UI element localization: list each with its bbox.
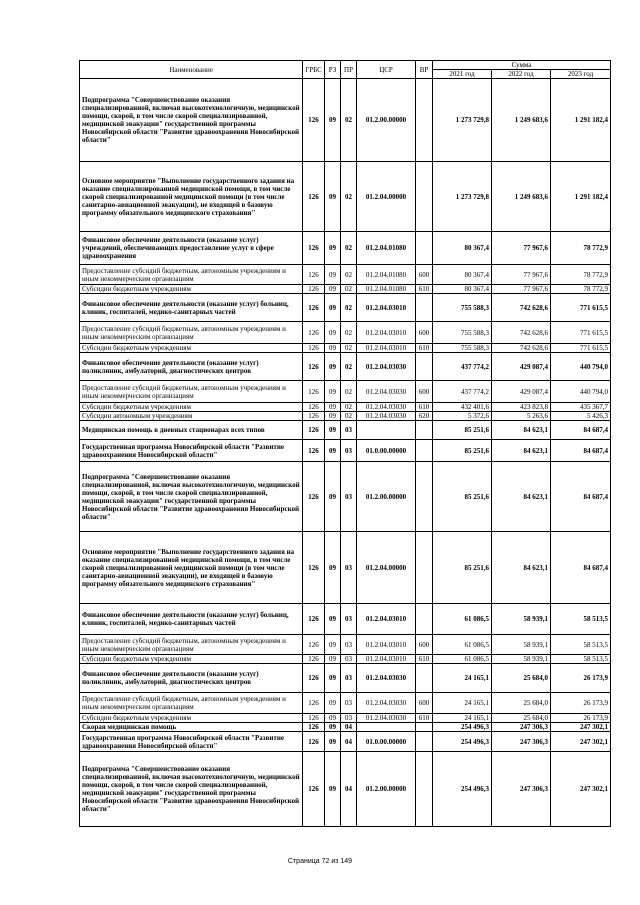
row-sum-2023: 84 687,4 (551, 421, 611, 440)
row-csr: 01.2.04.03030 (357, 403, 416, 412)
row-sum-2023: 58 513,5 (551, 604, 611, 635)
row-sum-2022: 25 684,0 (492, 664, 551, 693)
col-header-year-2022: 2022 год (492, 70, 551, 79)
row-name: Предоставление субсидий бюджетным, автономным учреждениям и иным некоммерческим организациям (80, 381, 303, 403)
col-header-sum: Сумма (433, 61, 611, 70)
row-vr: 600 (416, 381, 433, 403)
row-csr: 01.2.04.03030 (357, 353, 416, 381)
row-vr (416, 353, 433, 381)
row-grbs: 126 (303, 723, 325, 732)
row-name: Финансовое обеспечение деятельности (оказание услуг) больниц, клиник, госпиталей, медико-санитарных частей (80, 604, 303, 635)
row-pr: 02 (341, 322, 357, 344)
row-name: Финансовое обеспечение деятельности (оказание услуг) поликлиник, амбулаторий, диагностических центров (80, 664, 303, 693)
row-sum-2023: 26 173,9 (551, 714, 611, 723)
row-name: Подпрограмма "Совершенствование оказания специализированной, включая высокотехнологичную, медицинской помощи, скорой, в том числе скорой специализированной, медицинской эвакуации" государственной программы Новосибирской области "Развитие здравоохранения Новосибирской области" (80, 79, 303, 162)
row-pr: 03 (341, 462, 357, 532)
page-number: Страница 72 из 149 (287, 858, 353, 865)
row-grbs: 126 (303, 232, 325, 265)
row-grbs: 126 (303, 635, 325, 655)
row-sum-2022: 429 087,4 (492, 381, 551, 403)
row-sum-2022: 247 306,3 (492, 723, 551, 732)
row-grbs: 126 (303, 693, 325, 714)
row-sum-2021: 755 588,3 (433, 322, 492, 344)
row-csr: 01.2.00.00000 (357, 79, 416, 162)
row-name: Подпрограмма "Совершенствование оказания специализированной, включая высокотехнологичную, медицинской помощи, скорой, в том числе скорой специализированной, медицинской эвакуации" государственной программы Новосибирской области "Развитие здравоохранения Новосибирской области" (80, 462, 303, 532)
table-body (80, 79, 611, 827)
row-sum-2023: 771 615,5 (551, 294, 611, 322)
row-sum-2022: 742 628,6 (492, 322, 551, 344)
row-csr: 01.2.04.00000 (357, 532, 416, 604)
row-sum-2021: 254 496,3 (433, 752, 492, 827)
row-vr: 610 (416, 403, 433, 412)
row-pr: 03 (341, 693, 357, 714)
row-grbs: 126 (303, 294, 325, 322)
row-sum-2021: 85 251,6 (433, 421, 492, 440)
row-pr: 02 (341, 79, 357, 162)
row-name: Государственная программа Новосибирской области "Развитие здравоохранения Новосибирской области" (80, 732, 303, 752)
row-sum-2022: 247 306,3 (492, 752, 551, 827)
row-name: Государственная программа Новосибирской области "Развитие здравоохранения Новосибирской области" (80, 440, 303, 462)
row-csr: 01.2.04.00000 (357, 162, 416, 232)
row-sum-2021: 254 496,3 (433, 732, 492, 752)
row-name: Предоставление субсидий бюджетным, автономным учреждениям и иным некоммерческим организациям (80, 322, 303, 344)
row-pr: 02 (341, 285, 357, 294)
row-vr (416, 664, 433, 693)
table-row (80, 635, 611, 655)
row-sum-2021: 5 372,6 (433, 412, 492, 421)
table-row (80, 462, 611, 532)
row-grbs: 126 (303, 403, 325, 412)
row-grbs: 126 (303, 752, 325, 827)
row-csr: 01.2.04.03030 (357, 412, 416, 421)
row-rz: 09 (325, 265, 341, 285)
row-sum-2021: 755 588,3 (433, 294, 492, 322)
row-sum-2022: 84 623,1 (492, 532, 551, 604)
table-row (80, 79, 611, 162)
row-grbs: 126 (303, 421, 325, 440)
row-sum-2022: 58 939,1 (492, 604, 551, 635)
row-csr (357, 421, 416, 440)
row-name: Подпрограмма "Совершенствование оказания специализированной, включая высокотехнологичную, медицинской помощи, скорой, в том числе скорой специализированной, медицинской эвакуации" государственной программы Новосибирской области "Развитие здравоохранения Новосибирской области" (80, 752, 303, 827)
row-rz: 09 (325, 532, 341, 604)
row-csr: 01.2.04.03010 (357, 604, 416, 635)
row-name: Финансовое обеспечение деятельности (оказание услуг) больниц, клиник, госпиталей, медико-санитарных частей (80, 294, 303, 322)
row-name: Основное мероприятие "Выполнение государственного задания на оказание специализированной медицинской помощи, в том числе скорой специализированной медицинской помощи (в том числе санитарно-авиационной эвакуации), не входящей в базовую программу обязательного медицинского страхования" (80, 532, 303, 604)
table-row (80, 381, 611, 403)
row-sum-2021: 80 367,4 (433, 232, 492, 265)
table-row (80, 421, 611, 440)
row-vr (416, 421, 433, 440)
row-sum-2023: 771 615,5 (551, 322, 611, 344)
row-sum-2022: 84 623,1 (492, 462, 551, 532)
row-vr (416, 162, 433, 232)
table-row (80, 294, 611, 322)
row-pr: 02 (341, 294, 357, 322)
row-sum-2023: 247 302,1 (551, 732, 611, 752)
budget-sheet (79, 60, 610, 827)
row-pr: 02 (341, 381, 357, 403)
row-rz: 09 (325, 655, 341, 664)
table-row (80, 412, 611, 421)
row-vr: 610 (416, 714, 433, 723)
row-pr: 02 (341, 265, 357, 285)
row-rz: 09 (325, 285, 341, 294)
row-csr: 01.2.04.03030 (357, 693, 416, 714)
row-grbs: 126 (303, 353, 325, 381)
row-sum-2022: 77 967,6 (492, 285, 551, 294)
row-name: Медицинская помощь в дневных стационарах всех типов (80, 421, 303, 440)
row-rz: 09 (325, 232, 341, 265)
table-row (80, 752, 611, 827)
row-sum-2022: 429 087,4 (492, 353, 551, 381)
row-pr: 03 (341, 440, 357, 462)
row-vr: 610 (416, 655, 433, 664)
row-grbs: 126 (303, 462, 325, 532)
row-pr: 03 (341, 421, 357, 440)
row-pr: 03 (341, 635, 357, 655)
row-sum-2023: 84 687,4 (551, 532, 611, 604)
row-sum-2022: 77 967,6 (492, 232, 551, 265)
table-row (80, 604, 611, 635)
col-header-year-2023: 2023 год (551, 70, 611, 79)
table-row (80, 353, 611, 381)
table-row (80, 532, 611, 604)
row-name: Субсидии бюджетным учреждениям (80, 285, 303, 294)
row-grbs: 126 (303, 532, 325, 604)
row-sum-2023: 26 173,9 (551, 664, 611, 693)
row-name: Скорая медицинская помощь (80, 723, 303, 732)
row-sum-2023: 247 302,1 (551, 723, 611, 732)
row-sum-2022: 84 623,1 (492, 421, 551, 440)
table-row (80, 162, 611, 232)
row-sum-2021: 80 367,4 (433, 265, 492, 285)
row-sum-2021: 24 165,1 (433, 714, 492, 723)
row-rz: 09 (325, 322, 341, 344)
row-csr: 01.2.04.03010 (357, 294, 416, 322)
row-pr: 03 (341, 664, 357, 693)
table-row (80, 232, 611, 265)
row-vr (416, 752, 433, 827)
row-sum-2022: 247 306,3 (492, 732, 551, 752)
row-sum-2023: 5 426,3 (551, 412, 611, 421)
table-row (80, 265, 611, 285)
row-sum-2023: 58 513,5 (551, 635, 611, 655)
row-rz: 09 (325, 693, 341, 714)
row-csr: 01.2.00.00000 (357, 462, 416, 532)
row-grbs: 126 (303, 732, 325, 752)
row-rz: 09 (325, 664, 341, 693)
row-pr: 04 (341, 723, 357, 732)
row-rz: 09 (325, 403, 341, 412)
row-pr: 03 (341, 714, 357, 723)
row-sum-2023: 435 367,7 (551, 403, 611, 412)
col-header-grbs: ГРБС (303, 61, 325, 79)
row-name: Финансовое обеспечение деятельности (оказание услуг) поликлиник, амбулаторий, диагностических центров (80, 353, 303, 381)
row-sum-2023: 1 291 182,4 (551, 162, 611, 232)
row-grbs: 126 (303, 162, 325, 232)
row-sum-2021: 1 273 729,8 (433, 79, 492, 162)
row-rz: 09 (325, 462, 341, 532)
row-vr (416, 440, 433, 462)
row-rz: 09 (325, 714, 341, 723)
row-grbs: 126 (303, 604, 325, 635)
row-sum-2021: 85 251,6 (433, 440, 492, 462)
row-sum-2021: 1 273 729,8 (433, 162, 492, 232)
row-sum-2021: 755 588,3 (433, 344, 492, 353)
row-rz: 09 (325, 440, 341, 462)
row-csr: 01.2.04.03010 (357, 655, 416, 664)
row-vr: 610 (416, 344, 433, 353)
row-rz: 09 (325, 732, 341, 752)
row-sum-2021: 85 251,6 (433, 532, 492, 604)
row-sum-2022: 25 684,0 (492, 714, 551, 723)
row-sum-2021: 61 086,5 (433, 655, 492, 664)
row-pr: 02 (341, 403, 357, 412)
row-sum-2022: 58 939,1 (492, 655, 551, 664)
row-sum-2021: 437 774,2 (433, 353, 492, 381)
row-sum-2023: 247 302,1 (551, 752, 611, 827)
row-rz: 09 (325, 344, 341, 353)
row-name: Субсидии бюджетным учреждениям (80, 403, 303, 412)
row-name: Предоставление субсидий бюджетным, автономным учреждениям и иным некоммерческим организациям (80, 693, 303, 714)
row-csr: 01.2.04.01080 (357, 265, 416, 285)
table-row (80, 440, 611, 462)
row-rz: 09 (325, 604, 341, 635)
row-pr: 03 (341, 655, 357, 664)
row-name: Основное мероприятие "Выполнение государственного задания на оказание специализированной медицинской помощи, в том числе скорой специализированной медицинской помощи (в том числе санитарно-авиационной эвакуации), не входящей в базовую программу обязательного медицинского страхования" (80, 162, 303, 232)
row-sum-2022: 423 823,8 (492, 403, 551, 412)
table-row (80, 664, 611, 693)
row-sum-2022: 25 684,0 (492, 693, 551, 714)
row-sum-2022: 1 249 683,6 (492, 162, 551, 232)
row-csr: 01.2.04.03010 (357, 322, 416, 344)
row-pr: 02 (341, 344, 357, 353)
row-name: Предоставление субсидий бюджетным, автономным учреждениям и иным некоммерческим организациям (80, 265, 303, 285)
table-row (80, 322, 611, 344)
row-name: Предоставление субсидий бюджетным, автономным учреждениям и иным некоммерческим организациям (80, 635, 303, 655)
row-rz: 09 (325, 635, 341, 655)
row-sum-2023: 78 772,9 (551, 232, 611, 265)
row-csr: 01.0.00.00000 (357, 440, 416, 462)
row-grbs: 126 (303, 381, 325, 403)
row-vr (416, 232, 433, 265)
row-sum-2023: 84 687,4 (551, 440, 611, 462)
row-csr: 01.2.04.01080 (357, 285, 416, 294)
row-sum-2022: 84 623,1 (492, 440, 551, 462)
row-vr: 600 (416, 322, 433, 344)
row-pr: 04 (341, 752, 357, 827)
table-row (80, 344, 611, 353)
row-vr: 600 (416, 635, 433, 655)
row-sum-2023: 58 513,5 (551, 655, 611, 664)
row-grbs: 126 (303, 412, 325, 421)
row-csr: 01.2.04.03030 (357, 714, 416, 723)
col-header-vr: ВР (416, 61, 433, 79)
row-rz: 09 (325, 381, 341, 403)
row-sum-2021: 24 165,1 (433, 693, 492, 714)
row-vr (416, 532, 433, 604)
row-sum-2023: 26 173,9 (551, 693, 611, 714)
row-vr (416, 79, 433, 162)
table-row (80, 285, 611, 294)
row-pr: 03 (341, 604, 357, 635)
row-name: Субсидии автономным учреждениям (80, 412, 303, 421)
row-pr: 04 (341, 732, 357, 752)
row-rz: 09 (325, 353, 341, 381)
budget-table (79, 60, 611, 827)
row-sum-2022: 58 939,1 (492, 635, 551, 655)
row-sum-2023: 78 772,9 (551, 285, 611, 294)
row-rz: 09 (325, 162, 341, 232)
row-rz: 09 (325, 421, 341, 440)
col-header-year-2021: 2021 год (433, 70, 492, 79)
row-grbs: 126 (303, 322, 325, 344)
col-header-pr: ПР (341, 61, 357, 79)
col-header-name: Наименование (80, 61, 303, 79)
row-pr: 02 (341, 412, 357, 421)
row-rz: 09 (325, 412, 341, 421)
row-vr (416, 723, 433, 732)
row-sum-2023: 440 794,0 (551, 353, 611, 381)
row-rz: 09 (325, 294, 341, 322)
row-grbs: 126 (303, 79, 325, 162)
row-csr: 01.2.00.00000 (357, 752, 416, 827)
row-sum-2021: 85 251,6 (433, 462, 492, 532)
row-name: Финансовое обеспечение деятельности (оказание услуг) учреждений, обеспечивающих предоставление услуг в сфере здравоохранения (80, 232, 303, 265)
row-csr: 01.0.00.00000 (357, 732, 416, 752)
table-row (80, 732, 611, 752)
row-csr: 01.2.04.01080 (357, 232, 416, 265)
row-csr: 01.2.04.03030 (357, 381, 416, 403)
row-vr (416, 732, 433, 752)
row-sum-2023: 84 687,4 (551, 462, 611, 532)
row-vr: 620 (416, 412, 433, 421)
row-sum-2022: 5 263,6 (492, 412, 551, 421)
row-csr (357, 723, 416, 732)
row-vr: 600 (416, 693, 433, 714)
row-vr (416, 604, 433, 635)
col-header-csr: ЦСР (357, 61, 416, 79)
row-grbs: 126 (303, 714, 325, 723)
table-row (80, 655, 611, 664)
row-csr: 01.2.04.03010 (357, 344, 416, 353)
row-sum-2023: 440 794,0 (551, 381, 611, 403)
table-row (80, 714, 611, 723)
row-vr: 600 (416, 265, 433, 285)
row-sum-2023: 771 615,5 (551, 344, 611, 353)
row-sum-2022: 742 628,6 (492, 344, 551, 353)
row-sum-2021: 80 367,4 (433, 285, 492, 294)
table-row (80, 723, 611, 732)
row-csr: 01.2.04.03010 (357, 635, 416, 655)
row-sum-2023: 78 772,9 (551, 265, 611, 285)
row-vr (416, 462, 433, 532)
row-pr: 02 (341, 232, 357, 265)
row-sum-2021: 61 086,5 (433, 635, 492, 655)
row-sum-2021: 24 165,1 (433, 664, 492, 693)
row-sum-2021: 432 401,6 (433, 403, 492, 412)
row-sum-2022: 1 249 683,6 (492, 79, 551, 162)
row-rz: 09 (325, 79, 341, 162)
row-name: Субсидии бюджетным учреждениям (80, 714, 303, 723)
row-name: Субсидии бюджетным учреждениям (80, 655, 303, 664)
row-sum-2021: 437 774,2 (433, 381, 492, 403)
col-header-rz: РЗ (325, 61, 341, 79)
row-sum-2021: 254 496,3 (433, 723, 492, 732)
row-pr: 03 (341, 532, 357, 604)
row-grbs: 126 (303, 655, 325, 664)
row-grbs: 126 (303, 265, 325, 285)
row-rz: 09 (325, 723, 341, 732)
row-name: Субсидии бюджетным учреждениям (80, 344, 303, 353)
row-pr: 02 (341, 162, 357, 232)
table-row (80, 403, 611, 412)
row-vr: 610 (416, 285, 433, 294)
row-grbs: 126 (303, 285, 325, 294)
row-sum-2022: 77 967,6 (492, 265, 551, 285)
row-grbs: 126 (303, 344, 325, 353)
row-sum-2023: 1 291 182,4 (551, 79, 611, 162)
row-grbs: 126 (303, 664, 325, 693)
row-pr: 02 (341, 353, 357, 381)
row-sum-2021: 61 086,5 (433, 604, 492, 635)
table-row (80, 693, 611, 714)
row-vr (416, 294, 433, 322)
row-grbs: 126 (303, 440, 325, 462)
row-csr: 01.2.04.03030 (357, 664, 416, 693)
row-sum-2022: 742 628,6 (492, 294, 551, 322)
row-rz: 09 (325, 752, 341, 827)
